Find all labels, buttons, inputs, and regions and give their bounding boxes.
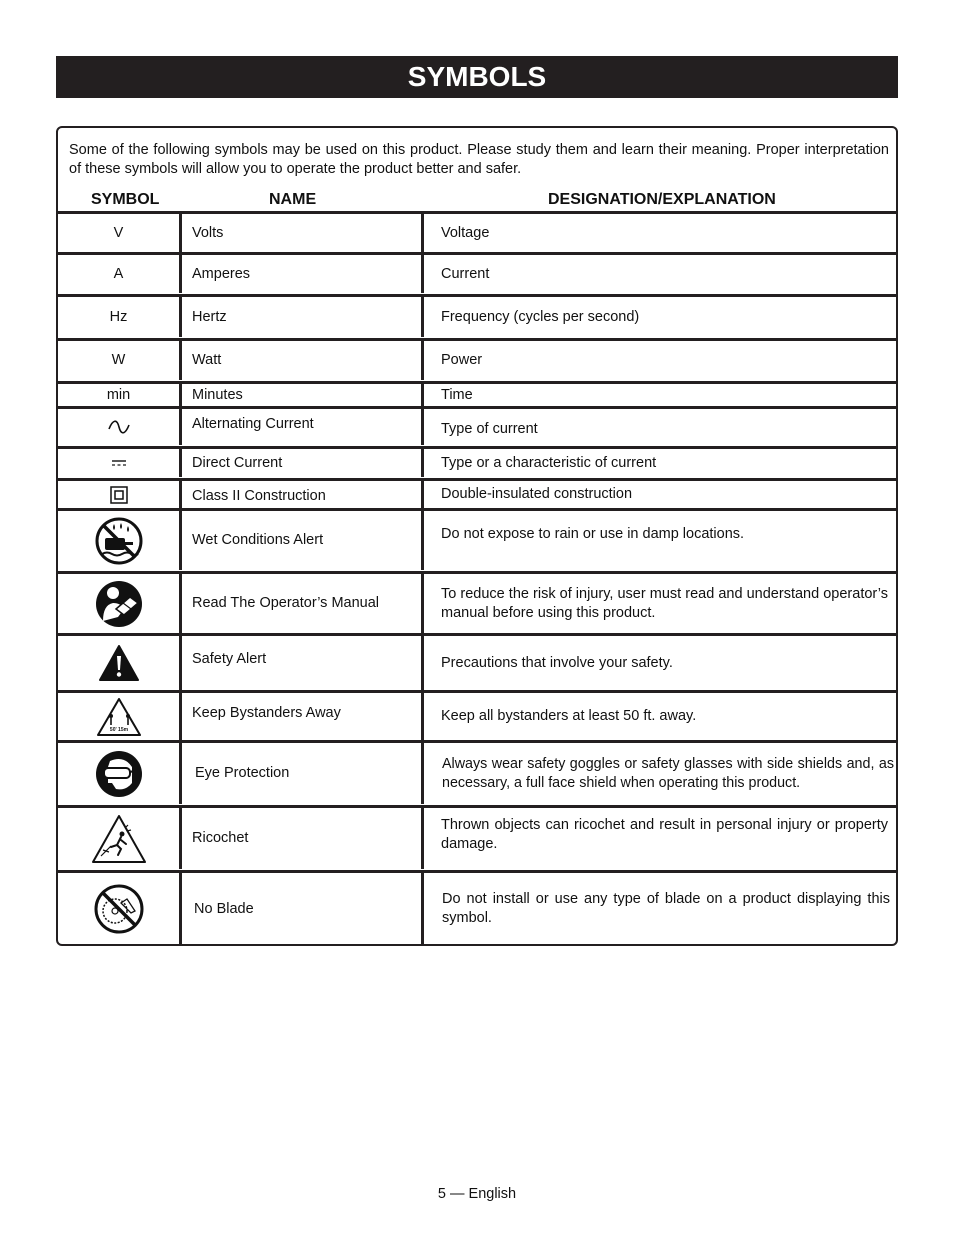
table-row — [58, 633, 896, 690]
table-row — [58, 508, 896, 570]
table-row — [58, 211, 896, 252]
table-row — [58, 406, 896, 445]
explanation-cell: Voltage — [421, 214, 896, 252]
table-row — [58, 805, 896, 869]
direct-current-icon — [111, 459, 127, 467]
page-title: SYMBOLS — [56, 56, 898, 98]
explanation-cell: Type of current — [421, 409, 896, 445]
alternating-current-icon — [107, 420, 131, 434]
explanation-cell: Always wear safety goggles or safety glasses with side shields and, as necessary, a full face shield when operating this product. — [421, 743, 896, 804]
name-cell: Read The Operator’s Manual — [179, 574, 421, 633]
name-cell: Wet Conditions Alert — [179, 511, 421, 570]
table-row — [58, 294, 896, 337]
eye-protection-icon — [94, 749, 144, 799]
explanation-cell: Type or a characteristic of current — [421, 449, 896, 477]
explanation-cell: Time — [421, 384, 896, 407]
name-cell: Safety Alert — [179, 636, 421, 690]
symbol-cell — [58, 481, 179, 508]
symbol-cell: Hz — [109, 308, 128, 325]
name-cell: Eye Protection — [179, 743, 421, 804]
table-row — [58, 740, 896, 804]
bystander-distance-label: 50' 15m — [109, 726, 128, 733]
name-cell: Direct Current — [179, 449, 421, 477]
safety-alert-icon — [98, 644, 140, 682]
symbol-cell — [58, 873, 179, 945]
explanation-cell: Double-insulated construction — [421, 481, 896, 508]
explanation-cell: To reduce the risk of injury, user must read and understand operator’s manual before using this product. — [421, 574, 896, 633]
table-row — [58, 571, 896, 633]
symbol-cell — [58, 511, 179, 570]
read-manual-icon — [94, 579, 144, 629]
table-row — [58, 870, 896, 945]
table-row — [58, 338, 896, 380]
class-ii-construction-icon — [110, 486, 128, 504]
explanation-cell: Precautions that involve your safety. — [421, 636, 896, 690]
symbol-cell — [58, 409, 179, 445]
no-blade-icon — [93, 883, 145, 935]
table-row — [58, 252, 896, 293]
symbols-table — [56, 126, 898, 946]
name-cell: Ricochet — [179, 808, 421, 869]
name-cell: No Blade — [179, 873, 421, 945]
name-cell: Hertz — [179, 297, 421, 337]
name-cell: Keep Bystanders Away — [179, 693, 421, 740]
table-row — [58, 690, 896, 740]
explanation-cell: Thrown objects can ricochet and result in personal injury or property damage. — [421, 808, 896, 869]
ricochet-icon — [91, 814, 147, 864]
symbol-cell: V — [113, 224, 124, 241]
symbol-cell — [58, 743, 179, 804]
intro-paragraph: Some of the following symbols may be used on this product. Please study them and learn their meaning. Proper interpretation of these symbols will allow you to operate the product better and safer. — [69, 142, 889, 177]
explanation-cell: Power — [421, 341, 896, 380]
name-cell: Watt — [179, 341, 421, 380]
keep-bystanders-away-icon — [96, 697, 142, 737]
name-cell: Class II Construction — [179, 481, 421, 508]
table-row — [58, 478, 896, 508]
table-row — [58, 381, 896, 407]
name-cell: Minutes — [179, 384, 421, 407]
table-row — [58, 446, 896, 477]
explanation-cell: Current — [421, 255, 896, 293]
symbol-cell: A — [113, 265, 124, 282]
name-cell: Volts — [179, 214, 421, 252]
explanation-cell: Frequency (cycles per second) — [421, 297, 896, 337]
explanation-cell: Do not expose to rain or use in damp locations. — [421, 511, 896, 570]
name-cell: Alternating Current — [179, 409, 421, 445]
explanation-cell: Do not install or use any type of blade on a product displaying this symbol. — [421, 873, 896, 945]
header-explanation: DESIGNATION/EXPLANATION — [548, 191, 776, 208]
name-cell: Amperes — [179, 255, 421, 293]
symbol-cell — [58, 808, 179, 869]
wet-conditions-icon — [94, 516, 144, 566]
symbol-cell — [58, 449, 179, 477]
header-symbol: SYMBOL — [91, 191, 160, 208]
symbol-cell — [58, 693, 179, 740]
header-name: NAME — [269, 191, 317, 208]
symbol-cell: W — [111, 352, 126, 368]
symbol-cell — [58, 636, 179, 690]
explanation-cell: Keep all bystanders at least 50 ft. away. — [421, 693, 896, 740]
symbol-cell: min — [106, 387, 131, 403]
page-footer: 5 — English — [437, 1186, 517, 1202]
symbol-cell — [58, 574, 179, 633]
